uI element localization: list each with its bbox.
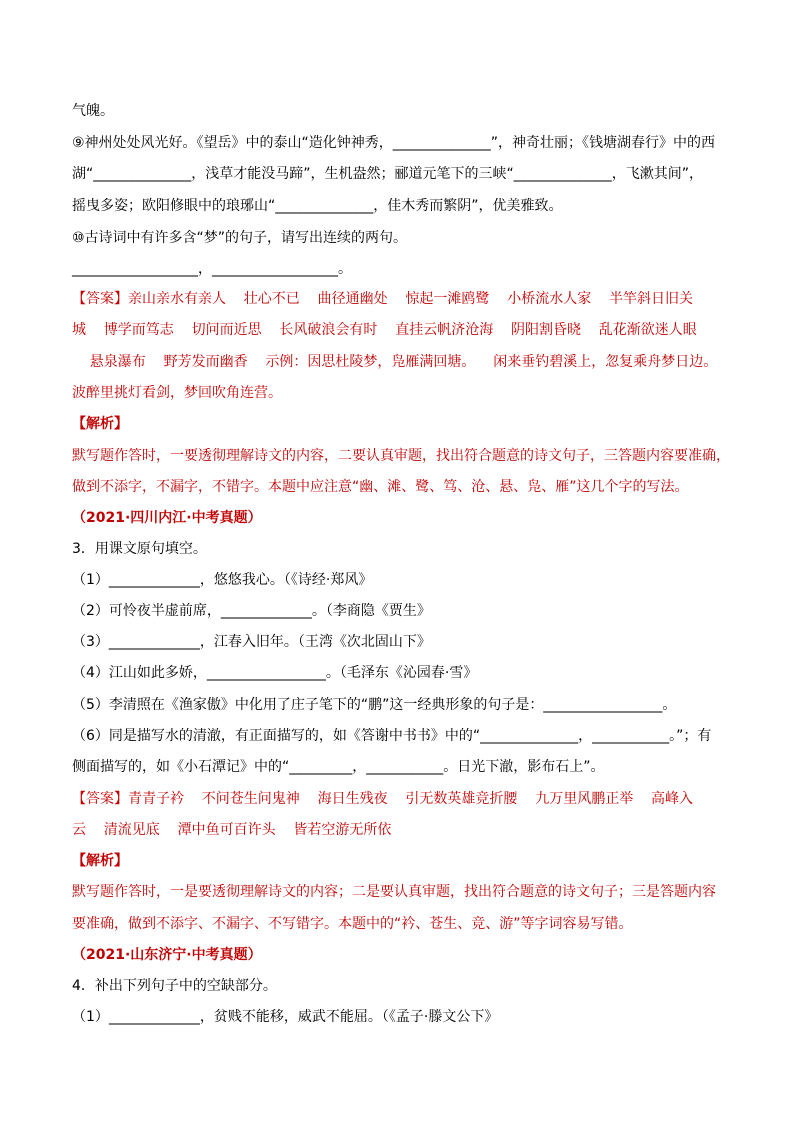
question-title: 4．补出下列句子中的空缺部分。	[72, 978, 277, 994]
question-item: （6）同是描写水的清澈，有正面描写的，如《答谢中书书》中的“______________，___________。”；有	[72, 728, 712, 744]
answer-line: 悬泉瀑布 野芳发而幽香 示例：因思杜陵梦，凫雁满回塘。 闲来垂钓碧溪上，忽复乘舟梦日边。	[72, 354, 718, 370]
question-item: （1）_____________，悠悠我心。（《诗经·郑风》	[72, 572, 373, 588]
analysis-line: 默写题作答时，一要透彻理解诗文的内容，二要认真审题，找出符合题意的诗文句子，三答题内容要准确，	[72, 448, 730, 464]
answer-line: 【答案】青青子衿 不问苍生问鬼神 海日生残夜 引无数英雄竞折腰 九万里风鹏正举 高峰入	[72, 791, 694, 807]
analysis-line: 做到不添字，不漏字，不错字。本题中应注意“幽、滩、鹭、笃、沧、悬、凫、雁”这几个字的写法。	[72, 479, 689, 495]
text-line: 气魄。	[72, 103, 114, 119]
question-item: （2）可怜夜半虚前席，_____________。（李商隐《贾生》	[72, 603, 431, 619]
analysis-line: 要准确，做到不添字、不漏字、不写错字。本题中的“衿、苍生、竞、游”等字词容易写错。	[72, 916, 633, 932]
analysis-label: 【解析】	[72, 853, 128, 869]
answer-line: 波醉里挑灯看剑，梦回吹角连营。	[72, 385, 282, 401]
question-title: 3．用课文原句填空。	[72, 541, 207, 557]
text-line: 摇曳多姿；欧阳修眼中的琅琊山“______________，佳木秀而繁阴”，优美雅致。	[72, 198, 563, 214]
answer-line: 【答案】亲山亲水有亲人 壮心不已 曲径通幽处 惊起一滩鸥鹭 小桥流水人家 半竿斜日旧关	[72, 291, 694, 307]
question-source: （2021·山东济宁·中考真题）	[72, 947, 262, 963]
answer-line: 云 清流见底 潭中鱼可百许头 皆若空游无所依	[72, 822, 392, 838]
text-line: ⑩古诗词中有许多含“梦”的句子，请写出连续的两句。	[72, 230, 408, 246]
question-item: （3）_____________，江春入旧年。（王湾《次北固山下》	[72, 634, 431, 650]
question-item: 侧面描写的，如《小石潭记》中的“_________，___________。日光下澈，影布石上”。	[72, 759, 605, 775]
answer-line: 城 博学而笃志 切问而近思 长风破浪会有时 直挂云帆济沧海 阴阳割昏晓 乱花渐欲迷人眼	[72, 322, 697, 338]
text-line: 湖“______________，浅草才能没马蹄”，生机盎然；郦道元笔下的三峡“______________，飞漱其间”，	[72, 166, 704, 182]
analysis-line: 默写题作答时，一是要透彻理解诗文的内容；二是要认真审题，找出符合题意的诗文句子；三是答题内容	[72, 884, 716, 900]
analysis-label: 【解析】	[72, 416, 128, 432]
text-line: ⑨神州处处风光好。《望岳》中的泰山“造化钟神秀，______________”，神奇壮丽；《钱塘湖春行》中的西	[72, 135, 716, 151]
question-item: （1）_____________，贫贱不能移，威武不能屈。（《孟子·滕文公下》	[72, 1009, 499, 1025]
text-line: __________________，__________________。	[72, 261, 352, 277]
question-item: （4）江山如此多娇，_________________。（毛泽东《沁园春·雪》	[72, 665, 478, 681]
question-item: （5）李清照在《渔家傲》中化用了庄子笔下的“鹏”这一经典形象的句子是：_________________。	[72, 697, 677, 713]
question-source: （2021·四川内江·中考真题）	[72, 510, 262, 526]
